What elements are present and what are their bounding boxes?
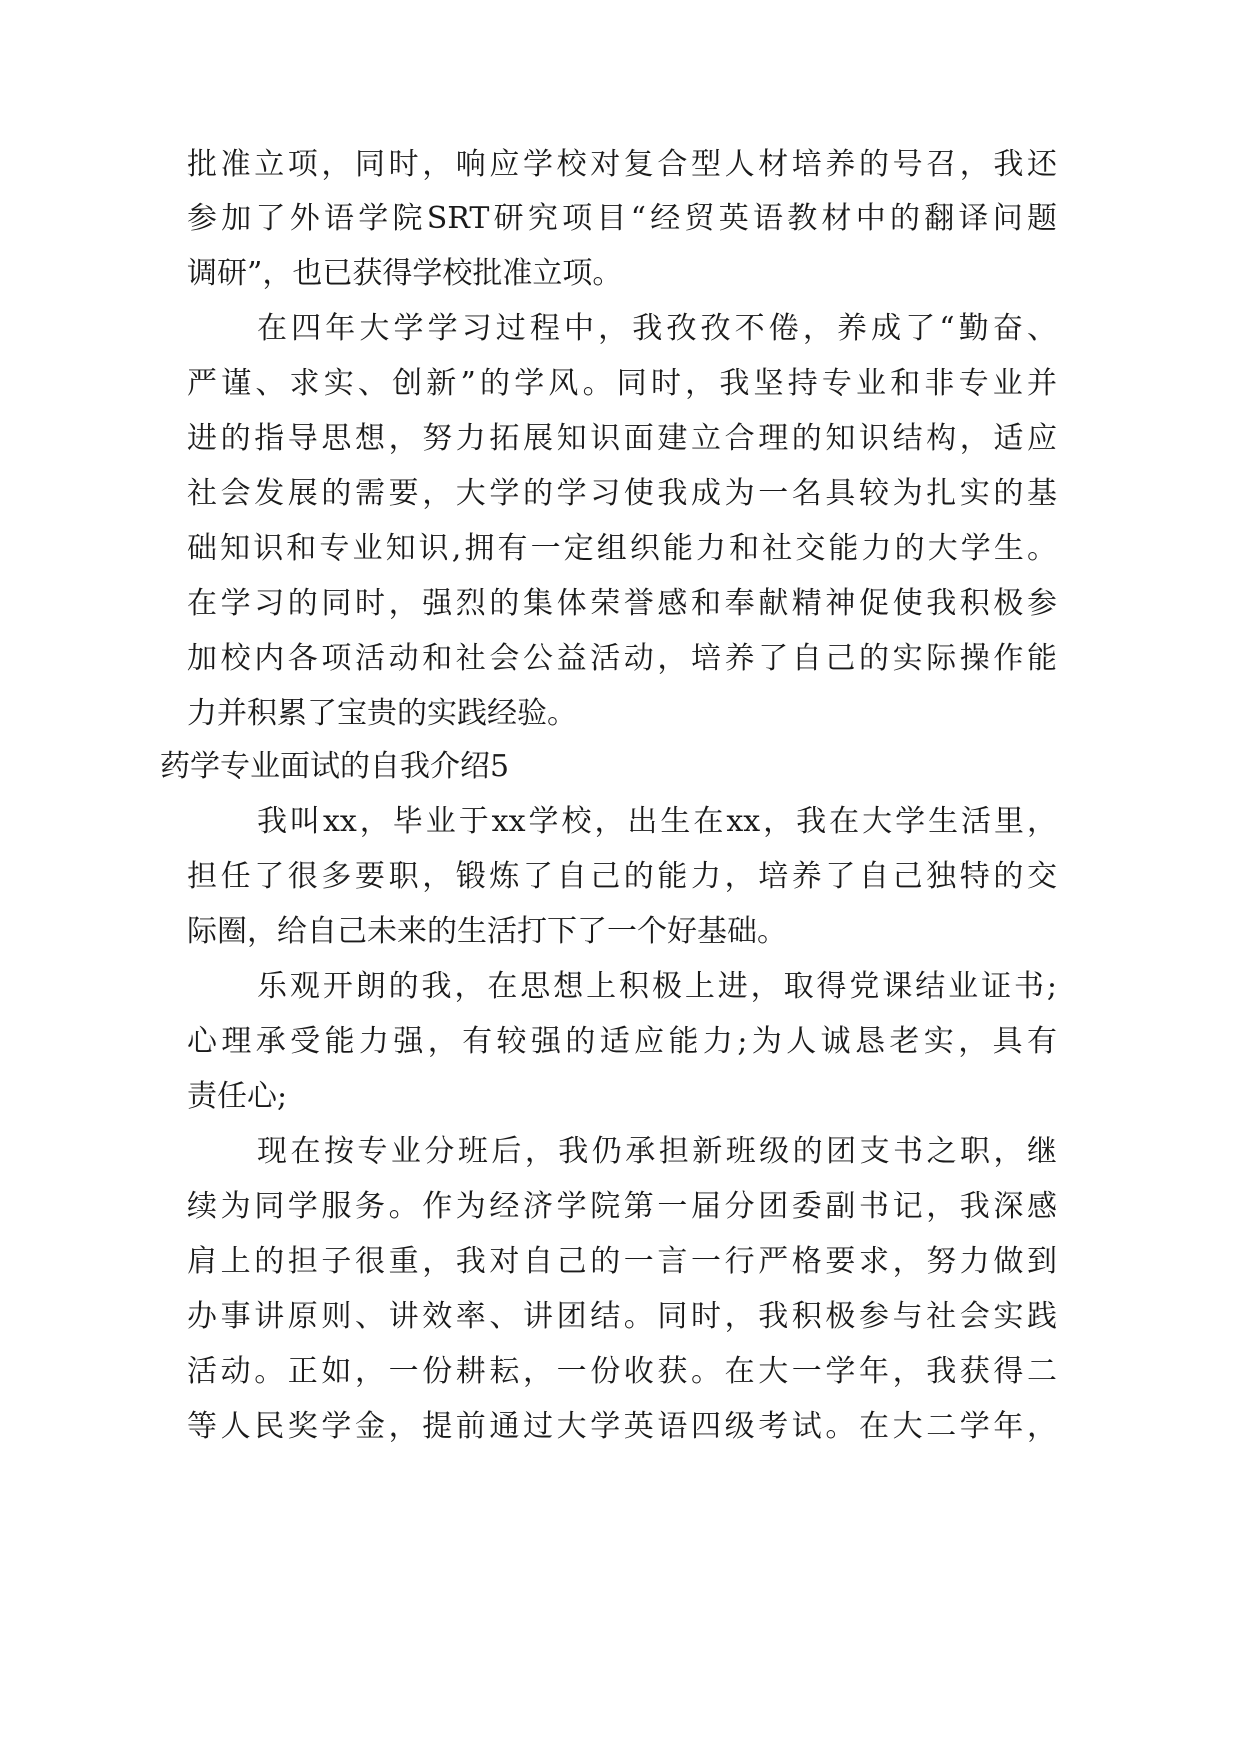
paragraph-line: 活动。正如，一份耕耘，一份收获。在大一学年，我获得二 [187, 1354, 1057, 1389]
paragraph-line: 参加了外语学院SRT研究项目“经贸英语教材中的翻译问题 [187, 201, 1057, 236]
paragraph-line: 等人民奖学金，提前通过大学英语四级考试。在大二学年， [187, 1409, 1057, 1444]
paragraph-line: 础知识和专业知识,拥有一定组织能力和社交能力的大学生。 [187, 531, 1057, 566]
paragraph-line: 严谨、求实、创新”的学风。同时，我坚持专业和非专业并 [187, 366, 1057, 401]
paragraph-line: 在学习的同时，强烈的集体荣誉感和奉献精神促使我积极参 [187, 586, 1057, 621]
paragraph-line: 我叫xx，毕业于xx学校，出生在xx，我在大学生活里， [257, 804, 1057, 839]
paragraph-line: 乐观开朗的我，在思想上积极上进，取得党课结业证书; [257, 969, 1057, 1004]
paragraph-line: 社会发展的需要，大学的学习使我成为一名具较为扎实的基 [187, 476, 1057, 511]
paragraph-line: 续为同学服务。作为经济学院第一届分团委副书记，我深感 [187, 1189, 1057, 1224]
paragraph-line: 责任心; [187, 1079, 288, 1114]
paragraph-line: 在四年大学学习过程中，我孜孜不倦，养成了“勤奋、 [257, 311, 1057, 346]
paragraph-line: 现在按专业分班后，我仍承担新班级的团支书之职，继 [257, 1134, 1057, 1169]
paragraph-line: 肩上的担子很重，我对自己的一言一行严格要求，努力做到 [187, 1244, 1057, 1279]
paragraph-line: 调研”，也已获得学校批准立项。 [187, 256, 623, 291]
paragraph-line: 际圈，给自己未来的生活打下了一个好基础。 [187, 914, 787, 949]
paragraph-line: 力并积累了宝贵的实践经验。 [187, 696, 577, 731]
paragraph-line: 批准立项，同时，响应学校对复合型人材培养的号召，我还 [187, 147, 1057, 182]
paragraph-line: 加校内各项活动和社会公益活动，培养了自己的实际操作能 [187, 641, 1057, 676]
section-heading: 药学专业面试的自我介绍5 [160, 749, 510, 784]
paragraph-line: 担任了很多要职，锻炼了自己的能力，培养了自己独特的交 [187, 859, 1057, 894]
paragraph-line: 办事讲原则、讲效率、讲团结。同时，我积极参与社会实践 [187, 1299, 1057, 1334]
paragraph-line: 进的指导思想，努力拓展知识面建立合理的知识结构，适应 [187, 421, 1057, 456]
paragraph-line: 心理承受能力强，有较强的适应能力;为人诚恳老实，具有 [187, 1024, 1057, 1059]
